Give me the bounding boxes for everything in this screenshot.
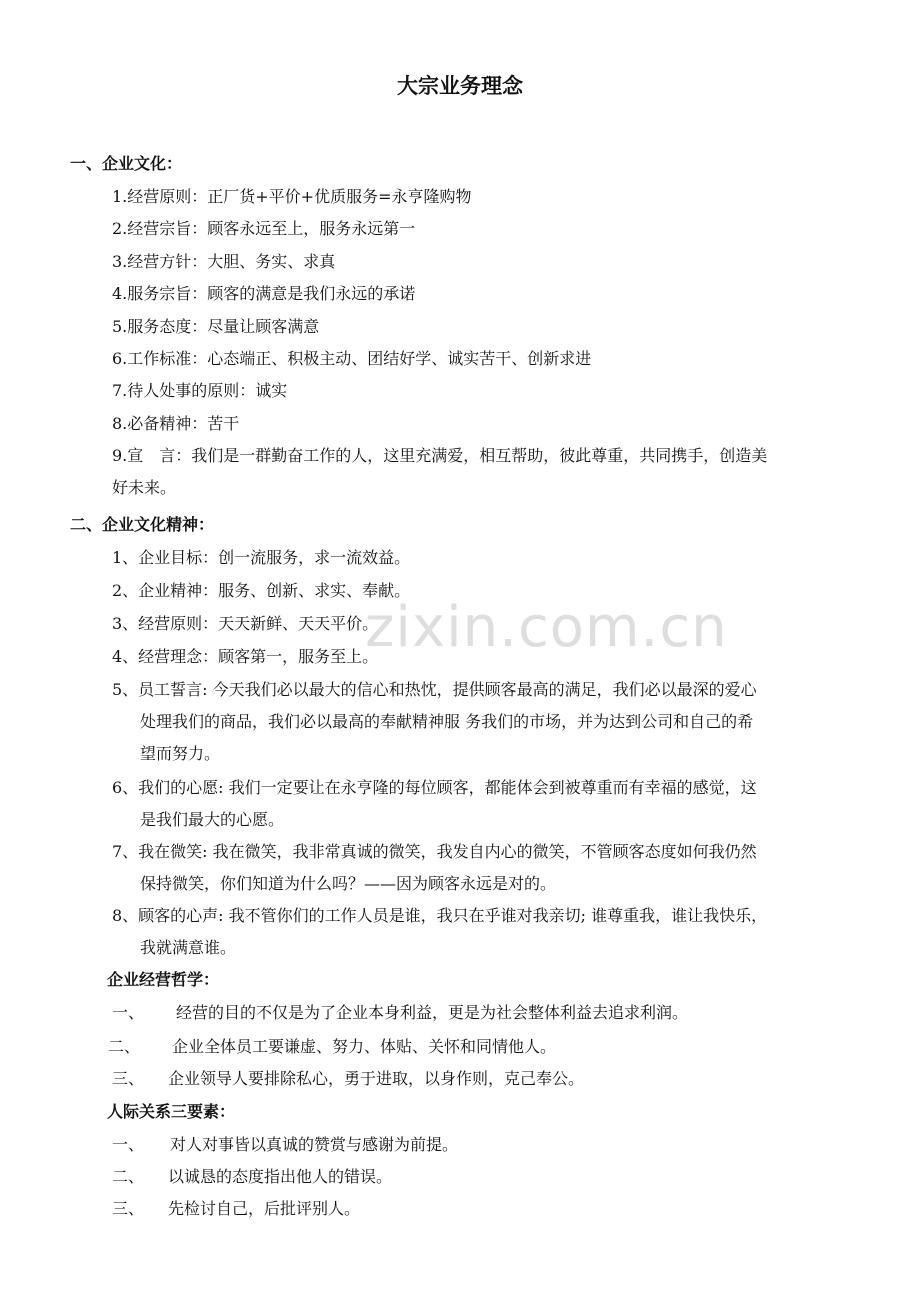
list-item: 3、经营原则：天天新鲜、天天平价。 <box>112 614 379 633</box>
list-item: 1.经营原则：正厂货+平价+优质服务=永亨隆购物 <box>112 187 472 206</box>
list-item: 9.宣 言：我们是一群勤奋工作的人，这里充满爱，相互帮助，彼此尊重，共同携手，创造美 <box>112 446 768 465</box>
list-item: 2、企业精神：服务、创新、求实、奉献。 <box>112 581 411 600</box>
list-item: 5.服务态度：尽量让顾客满意 <box>112 317 320 336</box>
list-item-number: 二、 <box>108 1037 141 1056</box>
list-item: 6.工作标准：心态端正、积极主动、团结好学、诚实苦干、创新求进 <box>112 349 592 368</box>
section-heading-corporate-culture: 一、企业文化： <box>70 154 183 173</box>
list-item-continuation: 望而努力。 <box>140 744 221 763</box>
list-item-number: 三、 <box>112 1069 145 1088</box>
list-item-continuation: 好未来。 <box>112 478 177 497</box>
list-item: 5、员工誓言: 今天我们必以最大的信心和热忱，提供顾客最高的满足，我们必以最深的爱心 <box>112 680 757 699</box>
list-item-continuation: 我就满意谁。 <box>140 938 237 957</box>
document-title: 大宗业务理念 <box>397 74 523 98</box>
list-item: 1、企业目标：创一流服务，求一流效益。 <box>112 548 411 567</box>
list-item: 企业领导人要排除私心，勇于进取，以身作则，克己奉公。 <box>168 1069 585 1088</box>
list-item: 6、我们的心愿: 我们一定要让在永亨隆的每位顾客，都能体会到被尊重而有幸福的感觉，这 <box>112 778 757 797</box>
section-heading-business-philosophy: 企业经营哲学： <box>107 970 220 989</box>
list-item-continuation: 处理我们的商品，我们必以最高的奉献精神服 务我们的市场，并为达到公司和自己的希 <box>140 712 754 731</box>
list-item-number: 二、 <box>112 1167 145 1186</box>
section-heading-interpersonal: 人际关系三要素： <box>107 1102 236 1121</box>
list-item-number: 三、 <box>112 1199 145 1218</box>
list-item-number: 一、 <box>112 1135 145 1154</box>
list-item-number: 一、 <box>112 1003 145 1022</box>
list-item: 7、我在微笑: 我在微笑，我非常真诚的微笑，我发自内心的微笑，不管顾客态度如何我仍然 <box>112 842 757 861</box>
list-item-continuation: 是我们最大的心愿。 <box>140 810 285 829</box>
list-item: 3.经营方针：大胆、务实、求真 <box>112 252 336 271</box>
list-item: 7.待人处事的原则：诚实 <box>112 381 288 400</box>
list-item: 以诚恳的态度指出他人的错误。 <box>168 1167 393 1186</box>
list-item: 先检讨自己，后批评别人。 <box>168 1199 361 1218</box>
list-item: 2.经营宗旨：顾客永远至上，服务永远第一 <box>112 219 416 238</box>
list-item: 对人对事皆以真诚的赞赏与感谢为前提。 <box>170 1135 459 1154</box>
list-item: 8、顾客的心声: 我不管你们的工作人员是谁，我只在乎谁对我亲切; 谁尊重我，谁让我快乐， <box>112 906 768 925</box>
list-item: 4.服务宗旨：顾客的满意是我们永远的承诺 <box>112 284 416 303</box>
list-item: 4、经营理念：顾客第一，服务至上。 <box>112 647 379 666</box>
watermark-text: zixin.com.cn <box>365 595 728 660</box>
list-item: 企业全体员工要谦虚、努力、体贴、关怀和同情他人。 <box>172 1037 557 1056</box>
list-item: 8.必备精神：苦干 <box>112 414 240 433</box>
list-item: 经营的目的不仅是为了企业本身利益，更是为社会整体利益去追求利润。 <box>176 1003 689 1022</box>
section-heading-culture-spirit: 二、企业文化精神： <box>70 515 215 534</box>
list-item-continuation: 保持微笑，你们知道为什么吗？——因为顾客永远是对的。 <box>140 874 557 893</box>
